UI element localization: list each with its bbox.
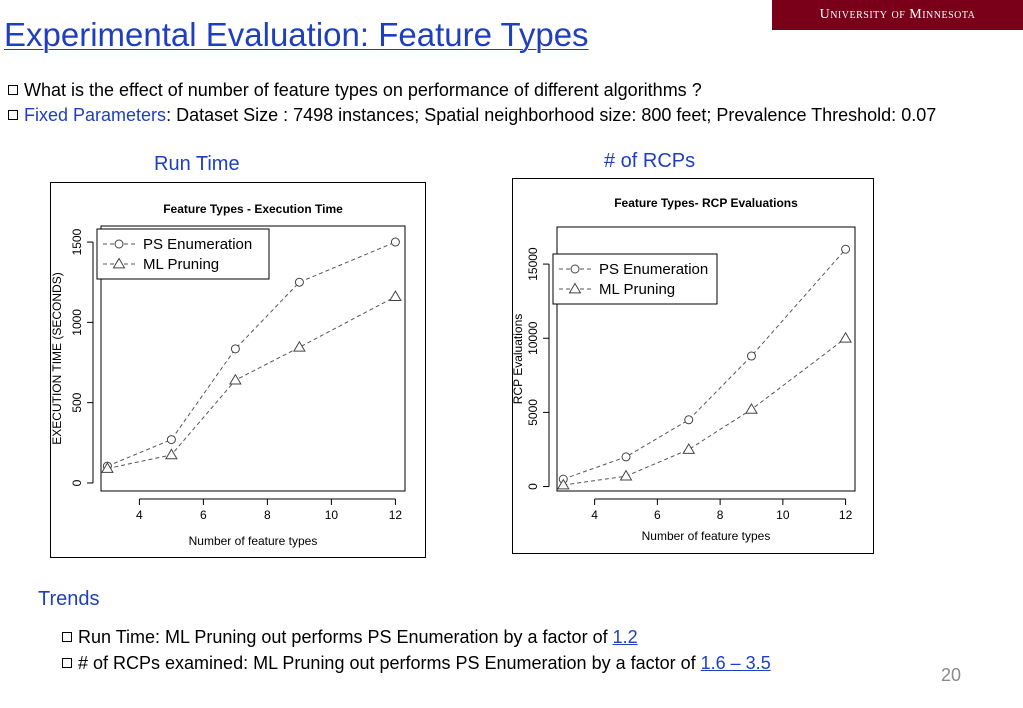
circle-point (391, 238, 399, 246)
circle-point (295, 278, 303, 286)
x-tick-label: 10 (776, 508, 790, 522)
rcp-evaluations-plot (513, 179, 873, 553)
y-tick-label: 5000 (526, 399, 540, 426)
triangle-point (840, 333, 851, 342)
university-banner-logo: University of Minnesota (772, 0, 1023, 30)
y-tick-label: 15000 (526, 247, 540, 281)
trend-runtime-link[interactable]: 1.2 (612, 627, 638, 647)
x-tick-label: 10 (324, 508, 339, 522)
y-tick-label: 1500 (70, 228, 84, 256)
x-tick-label: 12 (838, 508, 853, 522)
triangle-point (683, 444, 694, 453)
x-tick-label: 4 (591, 508, 598, 522)
x-tick-label: 8 (264, 508, 271, 522)
runtime-label: Run Time (154, 153, 240, 175)
triangle-point (230, 375, 241, 384)
x-tick-label: 6 (200, 508, 207, 522)
y-tick-label: 0 (526, 483, 540, 490)
x-tick-label: 6 (654, 508, 661, 522)
circle-point (167, 436, 175, 444)
circle-point (685, 416, 693, 424)
question-text: What is the effect of number of feature types on performance of different algorithms ? (24, 80, 702, 100)
page-number: 20 (940, 665, 961, 685)
trend-item-rcp (62, 650, 771, 676)
execution-time-chart (50, 182, 426, 558)
circle-point (622, 453, 630, 461)
legend-label: PS Enumeration (143, 236, 253, 253)
circle-point (842, 245, 850, 253)
legend-label: ML Pruning (599, 281, 676, 298)
legend-circle-marker (115, 240, 123, 248)
triangle-point (390, 291, 401, 300)
trend-rcp-link[interactable]: 1.6 – 3.5 (700, 653, 771, 673)
rcp-label: # of RCPs (604, 150, 696, 172)
trend-item-runtime (62, 624, 771, 650)
bullet-list (8, 78, 1013, 128)
triangle-point (746, 404, 757, 413)
circle-point (231, 345, 239, 353)
triangle-point (621, 471, 632, 480)
circle-point (747, 352, 755, 360)
trend-list (62, 624, 771, 676)
y-tick-label: 10000 (526, 321, 540, 355)
bullet-parameters (8, 103, 1013, 128)
x-tick-label: 4 (136, 508, 143, 522)
checkbox-bullet-icon (62, 658, 72, 668)
trends-heading: Trends (38, 588, 100, 610)
params-label: Fixed Parameters (24, 105, 167, 125)
legend-label: ML Pruning (143, 256, 220, 273)
execution-time-plot (51, 183, 425, 557)
chart-title: Feature Types- RCP Evaluations (614, 196, 798, 210)
y-tick-label: 1000 (70, 309, 84, 336)
x-tick-label: 12 (388, 508, 403, 522)
chart-title: Feature Types - Execution Time (163, 202, 343, 216)
rcp-evaluations-chart (512, 178, 874, 554)
legend-circle-marker (571, 265, 579, 273)
triangle-point (294, 342, 305, 351)
bullet-question (8, 78, 1013, 103)
x-axis-label: Number of feature types (641, 529, 771, 543)
y-axis-label: RCP Evaluations (511, 313, 525, 405)
series-line (563, 338, 845, 485)
trend-rcp-text: # of RCPs examined: ML Pruning out performs PS Enumeration by a factor of (78, 653, 701, 673)
checkbox-bullet-icon (8, 85, 18, 95)
params-text: : Dataset Size : 7498 instances; Spatial neighborhood size: 800 feet; Prevalence Threshold: 0.07 (166, 105, 937, 125)
x-tick-label: 8 (716, 508, 724, 522)
checkbox-bullet-icon (62, 632, 72, 642)
slide-title: Experimental Evaluation: Feature Types (4, 16, 589, 53)
trend-runtime-text: Run Time: ML Pruning out performs PS Enumeration by a factor of (78, 627, 613, 647)
y-tick-label: 500 (70, 392, 84, 413)
y-axis-label: EXECUTION TIME (SECONDS) (50, 272, 64, 445)
x-axis-label: Number of feature types (188, 534, 318, 548)
y-tick-label: 0 (70, 479, 84, 487)
legend-label: PS Enumeration (599, 261, 709, 278)
checkbox-bullet-icon (8, 110, 18, 120)
series-line (107, 297, 395, 469)
